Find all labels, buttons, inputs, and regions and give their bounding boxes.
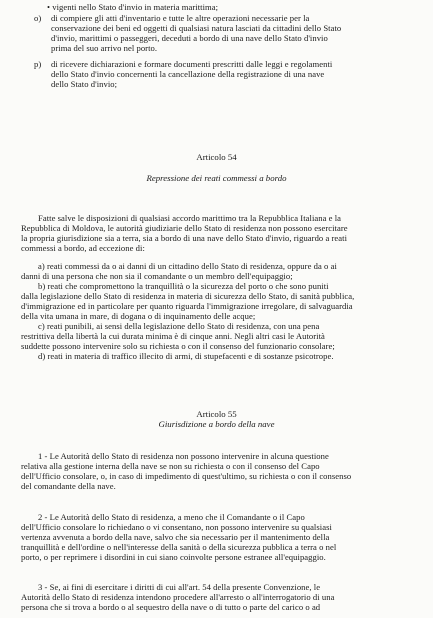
bullet-dot: •: [47, 2, 53, 12]
article-54-subtitle: Repressione dei reati commessi a bordo: [146, 173, 287, 183]
article-55-heading: Articolo 55: [196, 409, 237, 419]
article-54-item-line: danni di una persona che non sia il comandante o un membro dell'equipaggio;: [21, 271, 293, 281]
article-55-paragraph-1-line: relativa alla gestione interna della nave se non su richiesta o con il consenso del Capo: [21, 461, 320, 471]
list-item-p-line: di ricevere dichiarazioni e formare documenti prescritti dalle leggi e regolamenti: [51, 59, 333, 69]
list-item-p-line: dello Stato d'invio concernenti la cancellazione della registrazione di una nave: [51, 69, 325, 79]
article-54-intro-line: la propria giurisdizione sia a terra, sia a bordo di una nave dello Stato d'invio, riguardo a reati: [21, 233, 348, 243]
list-marker-o: o): [34, 13, 42, 23]
article-54-item-line: suddette possono intervenire solo su richiesta o con il consenso del funzionario consolare;: [21, 341, 335, 351]
article-55-paragraph-3-line: Autorità dello Stato di residenza intendono procedere all'arresto o all'interrogatorio di una: [21, 592, 335, 602]
article-54-item-line: a) reati commessi da o ai danni di un cittadino dello Stato di residenza, oppure da o ai: [38, 261, 337, 271]
article-55-paragraph-2-line: dell'Ufficio consolare lo richiedano o vi consentano, non possono intervenire su qualsiasi: [21, 522, 332, 532]
list-item-n-tail: • vigenti nello Stato d'invio in materia marittima;: [47, 2, 219, 12]
article-55-paragraph-3-line: 3 - Se, ai fini di esercitare i diritti di cui all'art. 54 della presente Convenzione, le: [38, 582, 321, 592]
article-54-item-line: c) reati punibili, ai sensi della legislazione dello Stato di residenza, con una pena: [38, 321, 320, 331]
list-marker-p: p): [34, 59, 42, 69]
article-55-paragraph-1-line: dell'Ufficio consolare, o, in caso di impedimento di quest'ultimo, su richiesta o con il consenso: [21, 471, 352, 481]
article-55-paragraph-2-line: porto, o per reprimere i disordini in cui siano coinvolte persone estranee all'equipaggio.: [21, 552, 326, 562]
article-54-item-line: d) reati in materia di traffico illecito di armi, di stupefacenti e di sostanze psicotrope.: [38, 351, 334, 361]
list-item-o-line: di compiere gli atti d'inventario e tutte le altre operazioni necessarie per la: [51, 13, 310, 23]
article-55-paragraph-1-line: 1 - Le Autorità dello Stato di residenza non possono intervenire in alcuna questione: [38, 451, 329, 461]
list-item-o-line: d'invio, marittimi o passeggeri, deceduti a bordo di una nave dello Stato d'invio: [51, 33, 328, 43]
list-item-o-line: conservazione dei beni ed oggetti di qualsiasi natura lasciati da cittadini dello Stato: [51, 23, 342, 33]
article-54-item-line: della vita umana in mare, di dogana o di inquinamento delle acque;: [21, 311, 256, 321]
article-55-paragraph-2-line: 2 - Le Autorità dello Stato di residenza, a meno che il Comandante o il Capo: [38, 512, 305, 522]
article-55-paragraph-3-line: persona che si trova a bordo o al sequestro della nave o di tutto o parte del carico o ad: [21, 602, 321, 612]
article-54-intro-line: Repubblica di Moldova, le autorità giudiziarie dello Stato di residenza non possono esercitare: [21, 223, 348, 233]
article-54-item-line: d'immigrazione ed in particolare per quanto riguarda l'immigrazione irregolare, di salvaguardia: [21, 301, 353, 311]
article-55-paragraph-2-line: tranquillità e dell'ordine o nell'interesse della sanità o della sicurezza pubblica a terra o nel: [21, 542, 337, 552]
article-55-paragraph-1-line: del comandante della nave.: [21, 481, 116, 491]
article-54-heading: Articolo 54: [196, 152, 237, 162]
article-55-subtitle: Giurisdizione a bordo della nave: [158, 419, 275, 429]
article-54-item-line: dalla legislazione dello Stato di residenza in materia di sicurezza dello Stato, di sanità pubblica,: [21, 291, 355, 301]
article-54-item-line: b) reati che compromettono la tranquillità o la sicurezza del porto o che sono puniti: [38, 281, 329, 291]
list-item-o-line: prima del suo arrivo nel porto.: [51, 43, 158, 53]
article-54-intro-line: commessi a bordo, ad eccezione di:: [21, 243, 145, 253]
article-54-intro-line: Fatte salve le disposizioni di qualsiasi accordo marittimo tra la Repubblica Italiana e la: [38, 213, 342, 223]
list-item-p-line: dello Stato d'invio;: [51, 79, 118, 89]
article-55-paragraph-2-line: vertenza avvenuta a bordo della nave, salvo che sia necessario per il mantenimento della: [21, 532, 330, 542]
article-54-item-line: restrittiva della libertà la cui durata minima è di cinque anni. Negli altri casi le Autorità: [21, 331, 325, 341]
